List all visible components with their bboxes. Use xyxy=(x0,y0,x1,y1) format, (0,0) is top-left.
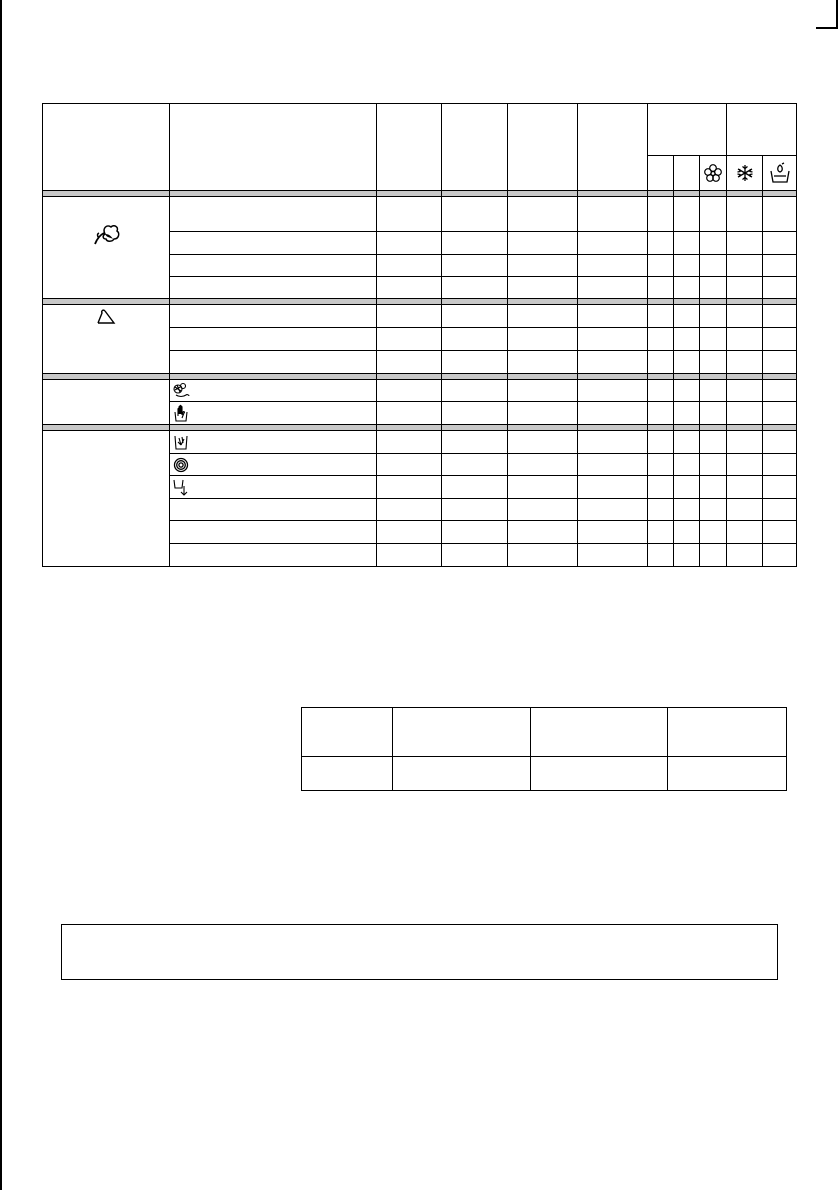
handwash-icon xyxy=(171,402,191,424)
table-border-top xyxy=(42,103,797,104)
row-line xyxy=(169,453,797,454)
consumption-table xyxy=(301,707,787,791)
consumption-col-line xyxy=(392,707,393,791)
consumption-row-line xyxy=(301,756,787,757)
row-line xyxy=(169,276,797,277)
subcol-line xyxy=(699,155,700,567)
spin-icon xyxy=(171,454,191,475)
consumption-col-line xyxy=(667,707,668,791)
subcol-line xyxy=(673,155,674,567)
row-line xyxy=(42,379,797,380)
drain-icon xyxy=(171,476,191,498)
row-line xyxy=(169,231,797,232)
crop-mark-top-right-h xyxy=(816,27,838,29)
crop-mark-top-left xyxy=(0,0,2,1190)
row-line xyxy=(169,401,797,402)
row-line xyxy=(42,424,797,425)
note-box xyxy=(61,924,778,980)
wool-icon xyxy=(171,380,191,401)
row-line xyxy=(169,254,797,255)
header-split-line xyxy=(647,155,797,156)
row-line xyxy=(169,327,797,328)
row-line xyxy=(42,304,797,305)
table-border-left xyxy=(42,103,43,567)
row-line xyxy=(169,350,797,351)
cotton-icon xyxy=(90,220,124,248)
row-line xyxy=(42,298,797,299)
row-line xyxy=(169,520,797,521)
row-line xyxy=(169,543,797,544)
row-line xyxy=(42,430,797,431)
row-line xyxy=(42,190,797,191)
rinse-icon xyxy=(171,431,191,453)
synthetics-icon xyxy=(93,305,119,327)
prewash-tub-icon xyxy=(763,158,796,188)
row-line xyxy=(169,475,797,476)
subcol-line xyxy=(762,155,763,567)
consumption-col-line xyxy=(530,707,531,791)
row-line xyxy=(42,196,797,197)
table-border-bottom xyxy=(42,566,797,567)
row-line xyxy=(42,373,797,374)
softener-flower-icon xyxy=(700,158,726,188)
row-line xyxy=(169,498,797,499)
cold-snowflake-icon xyxy=(727,158,762,188)
